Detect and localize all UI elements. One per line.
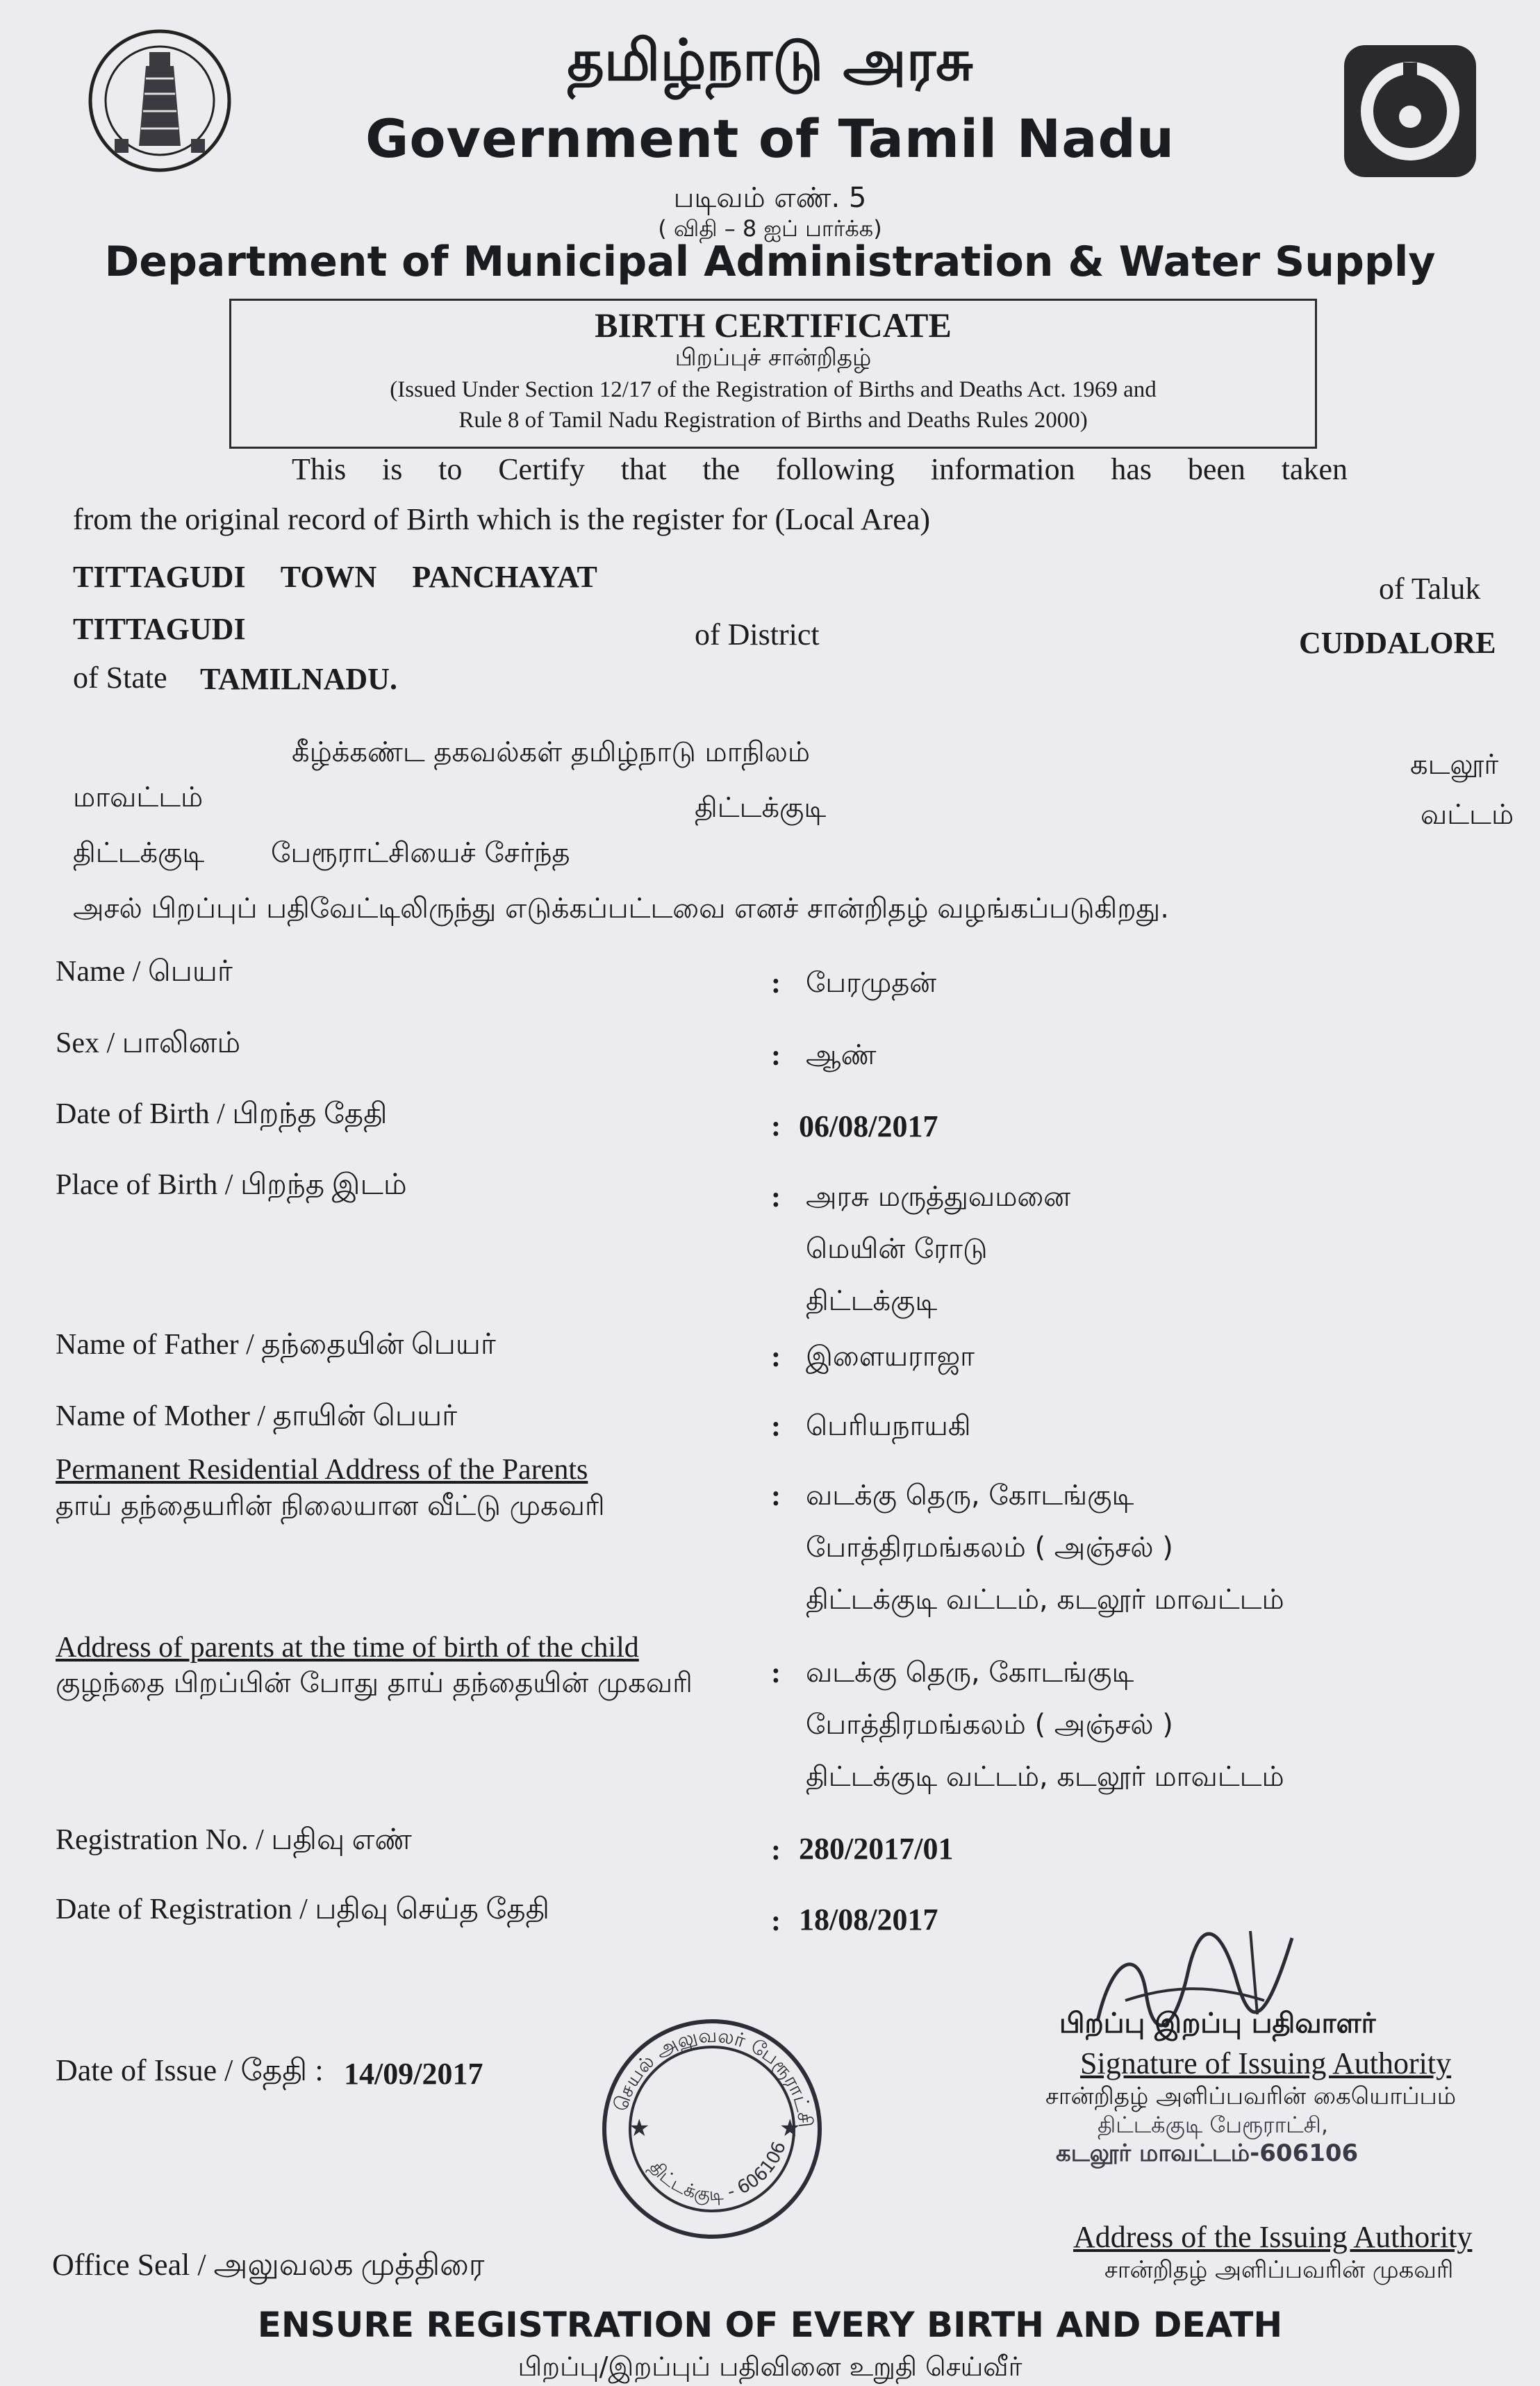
registration-date-label: Date of Registration / பதிவு செய்த தேதி — [56, 1894, 550, 1925]
dob-label: Date of Birth / பிறந்த தேதி — [56, 1098, 388, 1130]
permanent-address-colon: : — [771, 1480, 781, 1512]
signature-label-tamil: சான்றிதழ் அளிப்பவரின் கையொப்பம் — [1045, 2082, 1457, 2110]
svg-text:★: ★ — [779, 2114, 801, 2142]
mother-colon: : — [771, 1411, 781, 1443]
father-label: Name of Father / தந்தையின் பெயர் — [56, 1329, 496, 1361]
registration-number-value: 280/2017/01 — [799, 1832, 954, 1866]
birth-address-line-3: திட்டக்குடி வட்டம், கடலூர் மாவட்டம் — [806, 1761, 1284, 1793]
permanent-address-line-3: திட்டக்குடி வட்டம், கடலூர் மாவட்டம் — [806, 1584, 1284, 1616]
pob-colon: : — [771, 1182, 781, 1213]
svg-text:செயல் அலுவலர் பேரூராட்சி — [608, 2024, 817, 2129]
svg-text:★: ★ — [629, 2114, 650, 2142]
of-state-label: of State — [73, 661, 167, 695]
certificate-title-box — [229, 299, 1317, 449]
state-value: TAMILNADU. — [200, 662, 397, 696]
seal-bottom-text: திட்டக்குடி - 606106 — [645, 2139, 790, 2205]
pob-line-3: திட்டக்குடி — [806, 1285, 938, 1317]
birth-address-line-1: வடக்கு தெரு, கோடங்குடி — [806, 1657, 1134, 1689]
authority-stamp-line-1: திட்டக்குடி பேரூராட்சி, — [1098, 2112, 1328, 2138]
permanent-address-line-1: வடக்கு தெரு, கோடங்குடி — [806, 1480, 1134, 1511]
birth-address-label-tamil: குழந்தை பிறப்பின் போது தாய் தந்தையின் முகவரி — [56, 1667, 693, 1699]
header-form-number: படிவம் எண். 5 — [673, 182, 867, 214]
header-rule-reference: ( விதி – 8 ஐப் பார்க்க) — [658, 215, 882, 242]
footer-tamil: பிறப்பு/இறப்புப் பதிவினை உறுதி செய்வீர் — [518, 2351, 1022, 2382]
signature-label: Signature of Issuing Authority — [1080, 2046, 1452, 2080]
office-seal-label: Office Seal / அலுவலக முத்திரை — [52, 2248, 485, 2282]
seal-outer-text: செயல் அலுவலர் பேரூராட்சி — [608, 2023, 818, 2129]
taluk-value: TITTAGUDI — [73, 612, 246, 646]
header-tamil-title: தமிழ்நாடு அரசு — [567, 28, 973, 94]
certificate-title-tamil: பிறப்புச் சான்றிதழ் — [674, 344, 872, 372]
issue-date-value: 14/09/2017 — [344, 2057, 483, 2091]
of-district-label: of District — [695, 618, 820, 652]
header-department: Department of Municipal Administration & Water Supply — [104, 238, 1436, 286]
pob-label: Place of Birth / பிறந்த இடம் — [56, 1169, 407, 1201]
sex-label: Sex / பாலினம் — [56, 1027, 241, 1059]
registration-date-colon: : — [771, 1905, 781, 1937]
father-value: இளையராஜா — [806, 1341, 975, 1373]
issuing-authority-address-label: Address of the Issuing Authority — [1073, 2220, 1473, 2254]
mother-value: பெரியநாயகி — [806, 1410, 971, 1442]
district-value: CUDDALORE — [1299, 626, 1496, 660]
tamil-intro-vattam: வட்டம் — [1421, 799, 1514, 831]
tamil-intro-local: திட்டக்குடி — [73, 837, 205, 869]
issue-date-label: Date of Issue / தேதி : — [56, 2053, 324, 2087]
registrar-tamil: பிறப்பு இறப்பு பதிவாளர் — [1059, 2007, 1376, 2039]
pob-line-1: அரசு மருத்துவமனை — [806, 1181, 1071, 1213]
footer-ensure-registration: ENSURE REGISTRATION OF EVERY BIRTH AND DEATH — [257, 2305, 1283, 2345]
permanent-address-label-tamil: தாய் தந்தையரின் நிலையான வீட்டு முகவரி — [56, 1490, 605, 1522]
tamil-intro-mavattam: மாவட்டம் — [73, 781, 204, 813]
local-area-value: TITTAGUDI TOWN PANCHAYAT — [73, 560, 597, 594]
office-seal-stamp — [597, 2014, 827, 2244]
intro-line-2: from the original record of Birth which is the register for (Local Area) — [73, 502, 930, 536]
sex-colon: : — [771, 1040, 781, 1072]
mother-label: Name of Mother / தாயின் பெயர் — [56, 1400, 458, 1432]
header-government: Government of Tamil Nadu — [365, 108, 1175, 169]
pob-line-2: மெயின் ரோடு — [806, 1233, 988, 1265]
registration-date-value: 18/08/2017 — [799, 1903, 938, 1937]
registration-number-colon: : — [771, 1834, 781, 1866]
dob-value: 06/08/2017 — [799, 1109, 938, 1143]
name-value: பேரமுதன் — [806, 967, 937, 999]
intro-line-1: This is to Certify that the following information has been taken — [292, 452, 1348, 486]
permanent-address-label: Permanent Residential Address of the Parents — [56, 1454, 588, 1486]
certificate-issued-line-1: (Issued Under Section 12/17 of the Registration of Births and Deaths Act. 1969 and — [390, 377, 1157, 402]
tamil-intro-local-body: பேரூராட்சியைச் சேர்ந்த — [271, 837, 570, 869]
birth-address-label: Address of parents at the time of birth of the child — [56, 1632, 639, 1664]
name-colon: : — [771, 968, 781, 1000]
birth-address-line-2: போத்திரமங்கலம் ( அஞ்சல் ) — [806, 1709, 1173, 1741]
permanent-address-line-2: போத்திரமங்கலம் ( அஞ்சல் ) — [806, 1532, 1173, 1564]
tamil-intro-taluk: திட்டக்குடி — [695, 792, 827, 824]
certificate-title: BIRTH CERTIFICATE — [595, 306, 952, 345]
certificate-issued-line-2: Rule 8 of Tamil Nadu Registration of Births and Deaths Rules 2000) — [458, 408, 1088, 433]
dob-colon: : — [771, 1111, 781, 1143]
registration-number-label: Registration No. / பதிவு எண் — [56, 1824, 412, 1856]
authority-stamp-line-2: கடலூர் மாவட்டம்-606106 — [1056, 2139, 1359, 2167]
tamil-intro-line-4: அசல் பிறப்புப் பதிவேட்டிலிருந்து எடுக்கப்பட்டவை எனச் சான்றிதழ் வழங்கப்படுகிறது. — [73, 893, 1169, 925]
father-colon: : — [771, 1341, 781, 1373]
sex-value: ஆண் — [806, 1039, 877, 1071]
of-taluk-label: of Taluk — [1379, 572, 1481, 606]
name-label: Name / பெயர் — [56, 956, 233, 988]
birth-address-colon: : — [771, 1657, 781, 1689]
issuing-authority-address-tamil: சான்றிதழ் அளிப்பவரின் முகவரி — [1104, 2256, 1454, 2284]
tamil-intro-line-1: கீழ்க்கண்ட தகவல்கள் தமிழ்நாடு மாநிலம் — [292, 736, 811, 768]
tamil-intro-district: கடலூர் — [1410, 749, 1499, 781]
